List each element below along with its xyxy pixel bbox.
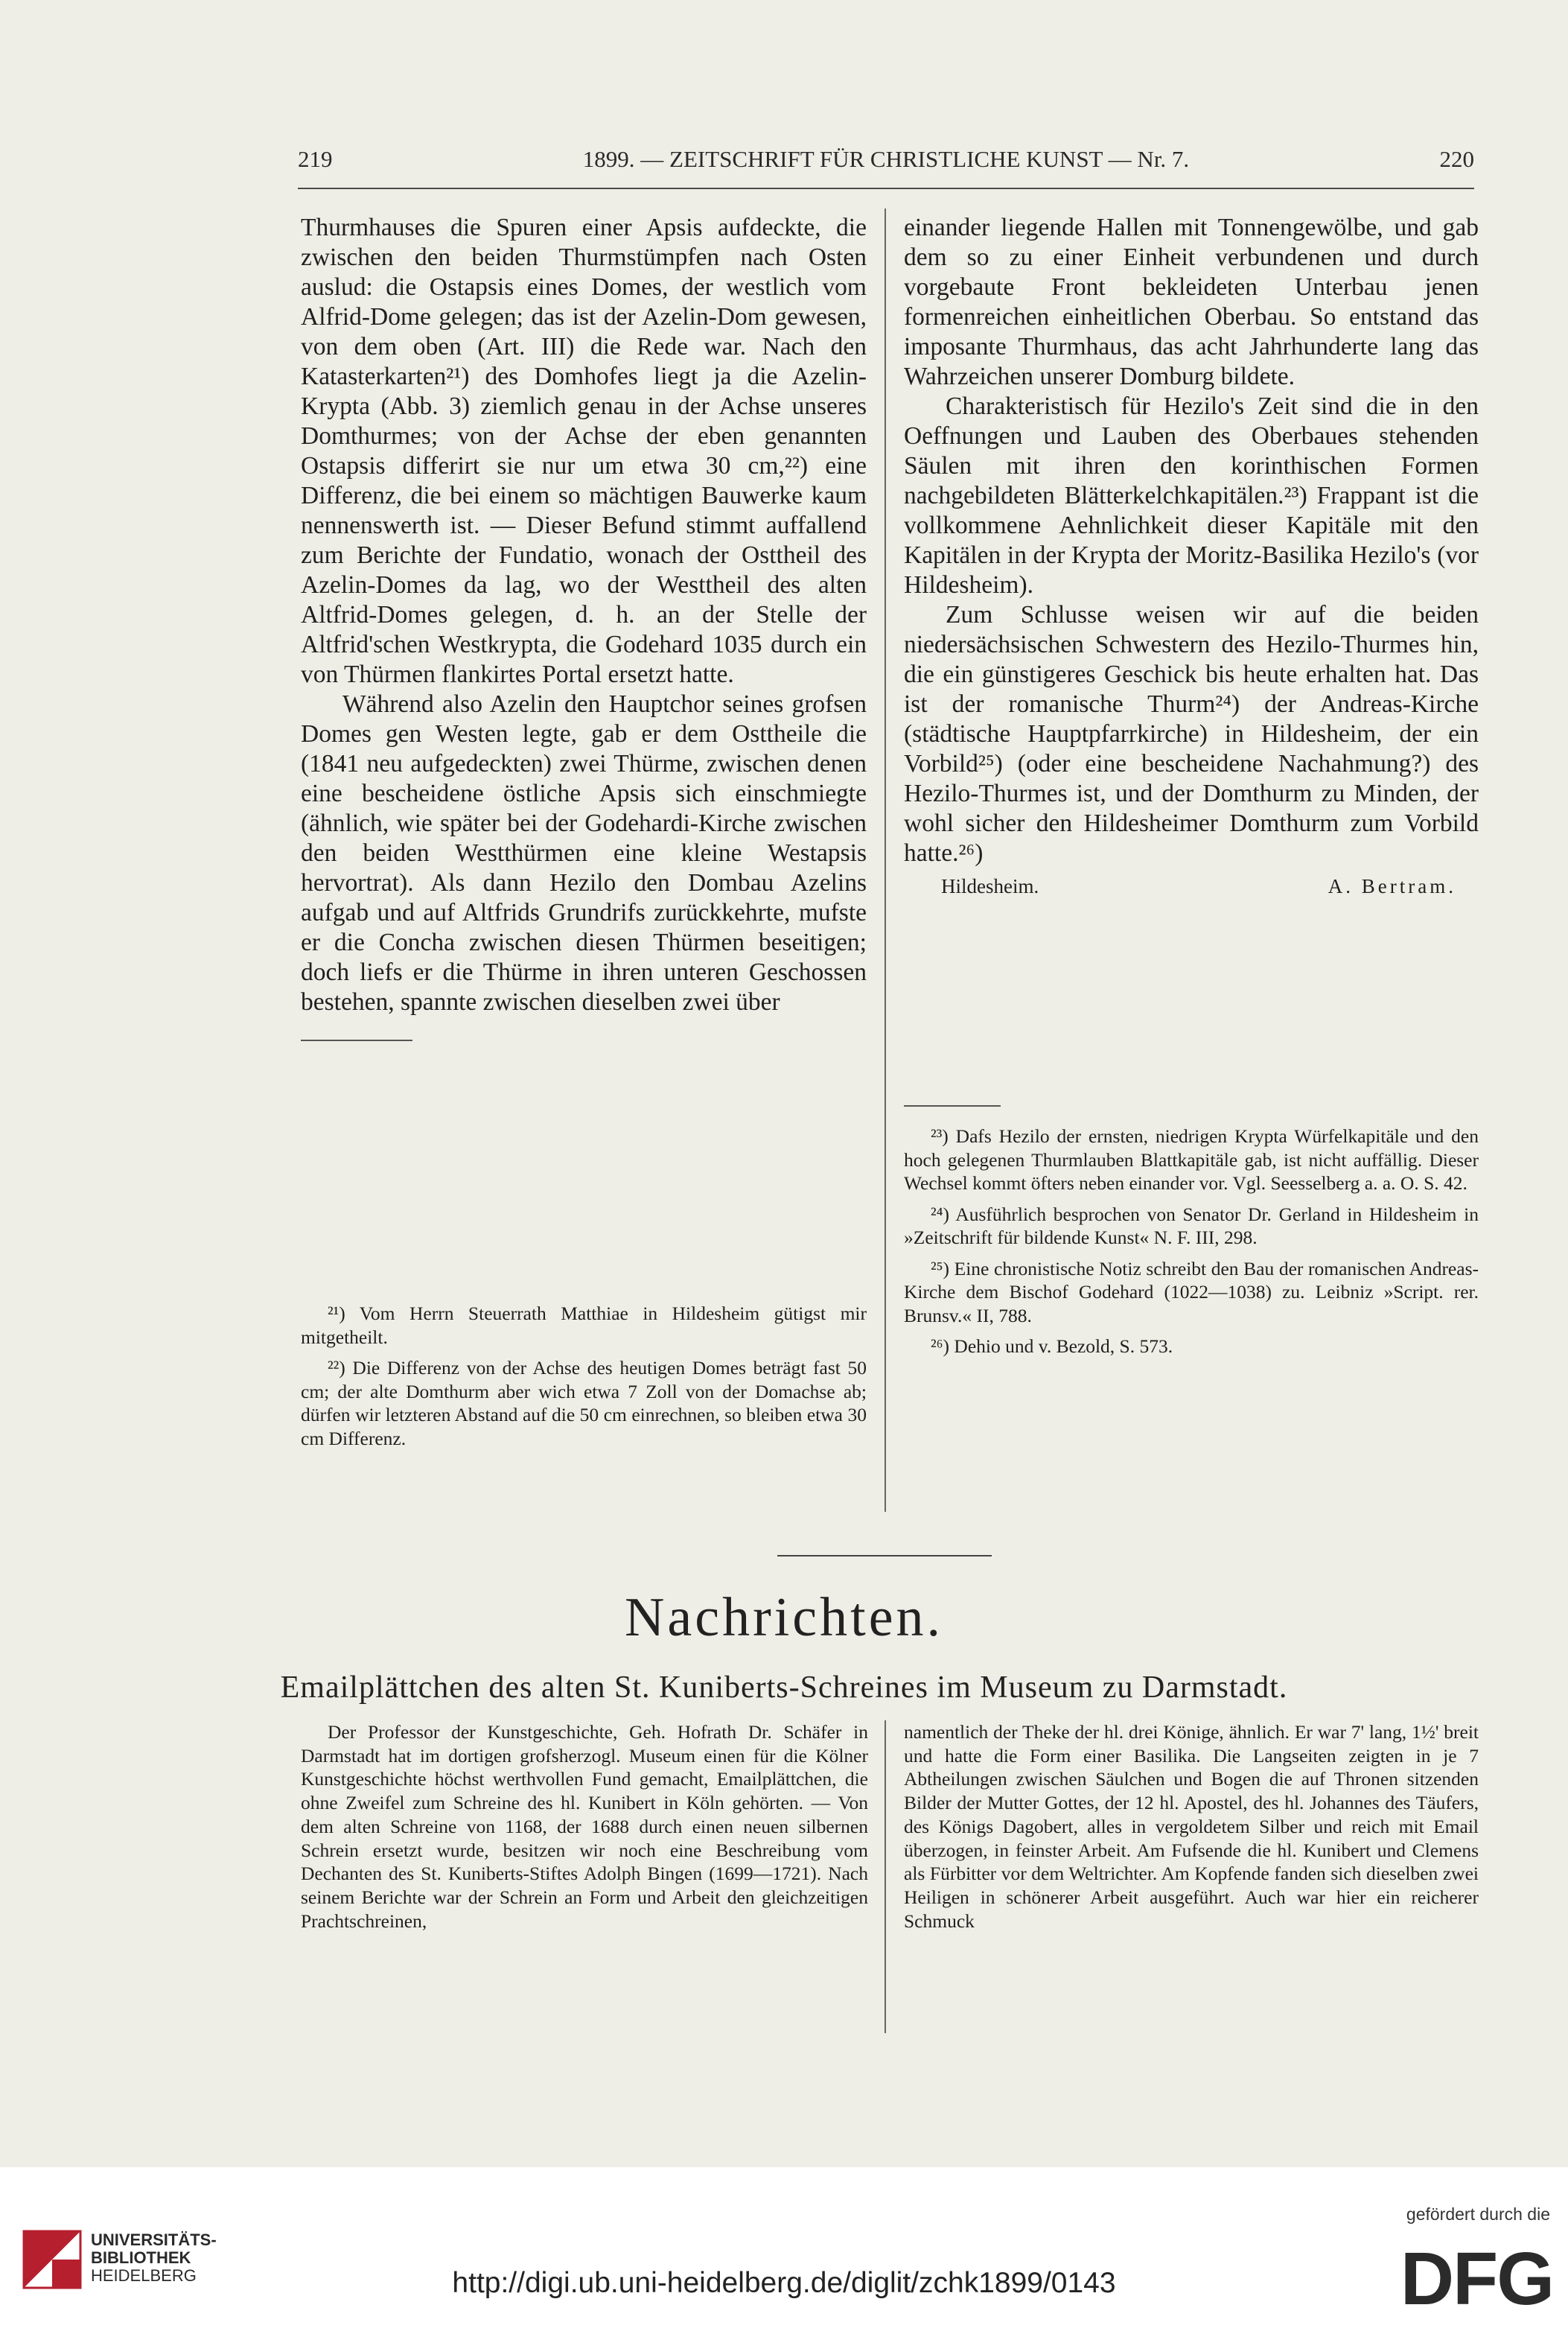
footnote-rule-right <box>904 1105 1001 1107</box>
footnote-24: ²⁴) Ausführlich besprochen von Senator Dr. Gerland in Hildesheim in »Zeitschrift für bildende Kunst« N. F. III, 298. <box>904 1203 1479 1248</box>
footnote-22: ²²) Die Differenz von der Achse des heutigen Domes beträgt fast 50 cm; der alte Domthurm aber wich etwa 7 Zoll von der Domachse ab; dürfen wir letzteren Abstand auf die 50 cm einrechnen, so bleiben etwa 30 cm Differenz. <box>301 1357 867 1449</box>
footnote-rule <box>301 1040 412 1041</box>
right-paragraph-1: einander liegende Hallen mit Tonnengewölbe, und gab dem so zu einer Einheit verbundenen und durch vorgebaute Front bekleideten Unterbau jenen formenreichen einheitlichen Oberbau. So entstand das imposante Thurmhaus, das acht Jahrhunderte lang das Wahrzeichen unserer Domburg bildete. <box>904 214 1479 390</box>
column-divider <box>885 209 886 1512</box>
permalink-url[interactable]: http://digi.ub.uni-heidelberg.de/diglit/zchk1899/0143 <box>452 2267 1116 2299</box>
dfg-logo: DFG <box>1400 2237 1553 2321</box>
left-column <box>301 213 867 1061</box>
funded-by-caption: gefördert durch die <box>1406 2204 1550 2224</box>
section-rule <box>777 1555 992 1556</box>
journal-title: 1899. — ZEITSCHRIFT FÜR CHRISTLICHE KUNST — Nr. 7. <box>582 146 1190 172</box>
library-name: UNIVERSITÄTS- BIBLIOTHEK HEIDELBERG <box>91 2230 217 2285</box>
footnote-25: ²⁵) Eine chronistische Notiz schreibt den Bau der romanischen Andreas-Kirche dem Bischof Godehard (1022—1038) zu. Leibniz »Script. rer. Brunsv.« II, 788. <box>904 1257 1479 1326</box>
left-paragraph-1: Thurmhauses die Spuren einer Apsis aufdeckte, die zwischen den beiden Thurmstümpfen nach Osten auslud: die Ostapsis eines Domes, der westlich vom Alfrid-Dome gelegen; das ist der Azelin-Dom gewesen, von dem oben (Art. III) die Rede war. Nach den Katasterkarten²¹) des Domhofes liegt ja die Azelin-Krypta (Abb. 3) ziemlich genau in der Achse unseres Domthurmes; von der Achse der eben genannten Ostapsis differirt sie nur um etwa 30 cm,²²) eine Differenz, die bei einem so mächtigen Bauwerke kaum nennenswerth ist. — Dieser Befund stimmt auffallend zum Berichte der Fundatio, wonach der Osttheil des Azelin-Domes da lag, wo der Westtheil des alten Altfrid-Domes gelegen, d. h. an der Stelle der Altfrid'schen Westkrypta, die Godehard 1035 durch ein von Thürmen flankirtes Portal ersetzt hatte. <box>301 214 867 688</box>
left-footnotes <box>301 1302 867 1450</box>
section-title: Nachrichten. <box>624 1587 944 1648</box>
signature <box>904 871 1479 901</box>
right-paragraph-2: Charakteristisch für Hezilo's Zeit sind die in den Oeffnungen und Lauben des Oberbaues stehenden Säulen mit ihren den korinthischen Formen nachgebildeten Blätterkelchkapitälen.²³) Frappant ist die vollkommene Aehnlichkeit dieser Kapitäle mit den Kapitälen in der Krypta der Moritz-Basilika Hezilo's (vor Hildesheim). <box>904 392 1479 599</box>
footer-bar <box>0 2167 1568 2334</box>
section-subtitle: Emailplättchen des alten St. Kuniberts-Schreines im Museum zu Darmstadt. <box>280 1670 1288 1705</box>
running-header <box>298 146 1474 183</box>
news-left-column <box>301 1720 868 1933</box>
header-rule <box>298 188 1474 189</box>
news-left-text: Der Professor der Kunstgeschichte, Geh. Hofrath Dr. Schäfer in Darmstadt hat im dortigen grofsherzogl. Museum einen für die Kölner Kunstgeschichte höchst werthvollen Fund gemacht, Emailplättchen, die ohne Zweifel zum Schreine des hl. Kunibert in Köln gehörten. — Von dem alten Schreine von 1168, der 1688 durch einen neuen silbernen Schrein ersetzt wurde, besitzen wir noch eine Beschreibung vom Dechanten des St. Kuniberts-Stiftes Adolph Bingen (1699—1721). Nach seinem Berichte war der Schrein an Form und Arbeit den gleichzeitigen Prachtschreinen, <box>301 1721 868 1932</box>
signature-author: A. Bertram. <box>1328 875 1456 897</box>
right-column <box>904 213 1479 901</box>
footnote-23: ²³) Dafs Hezilo der ernsten, niedrigen Krypta Würfelkapitäle und den hoch gelegenen Thurmlauben Blattkapitäle gab, ist nicht auffällig. Dieser Wechsel kommt öfters neben einander vor. Vgl. Seesselberg a. a. O. S. 42. <box>904 1125 1479 1194</box>
news-right-column <box>904 1720 1479 1933</box>
right-footnotes <box>904 1125 1479 1358</box>
signature-place: Hildesheim. <box>941 875 1039 897</box>
news-right-text: namentlich der Theke der hl. drei Könige, ähnlich. Er war 7' lang, 1½' breit und hatte die Form einer Basilika. Die Langseiten zeigten in je 7 Abtheilungen zwischen Säulchen und Bogen die auf Thronen sitzenden Bilder der Mutter Gottes, der 12 hl. Apostel, des hl. Johannes des Täufers, des Königs Dagobert, alles in vergoldetem Silber und reich mit Email überzogen, in feinster Arbeit. Am Fufsende die hl. Kunibert und Clemens als Fürbitter vor dem Weltrichter. Am Kopfende fanden sich dieselben zwei Heiligen in schönerer Arbeit ausgeführt. Auch war hier ein reicherer Schmuck <box>904 1721 1479 1932</box>
page-number-right: 220 <box>1439 146 1474 172</box>
page-number-left: 219 <box>298 146 333 172</box>
news-column-divider <box>885 1720 886 2033</box>
right-paragraph-3: Zum Schlusse weisen wir auf die beiden niedersächsischen Schwestern des Hezilo-Thurmes hin, die ein günstigeres Geschick bis heute erhalten hat. Das ist der romanische Thurm²⁴) der Andreas-Kirche (städtische Hauptpfarrkirche) in Hildesheim, der ein Vorbild²⁵) (oder eine bescheidene Nachahmung?) des Hezilo-Thurmes ist, und der Domthurm zu Minden, der wohl sicher den Hildesheimer Domthurm zum Vorbild hatte.²⁶) <box>904 601 1479 867</box>
footnote-21: ²¹) Vom Herrn Steuerrath Matthiae in Hildesheim gütigst mir mitgetheilt. <box>301 1303 867 1348</box>
left-paragraph-2: Während also Azelin den Hauptchor seines grofsen Domes gen Westen legte, gab er dem Osttheile die (1841 neu aufgedeckten) zwei Thürme, zwischen denen eine bescheidene östliche Apsis sich einschmiegte (ähnlich, wie später bei der Godehardi-Kirche zwischen den beiden Westthürmen eine kleine Westapsis hervortrat). Als dann Hezilo den Dombau Azelins aufgab und auf Altfrids Grundrifs zurückkehrte, mufste er die Concha zwischen diesen Thürmen beseitigen; doch liefs er die Thürme in ihren unteren Geschossen bestehen, spannte zwischen dieselben zwei über <box>301 690 867 1016</box>
footnote-26: ²⁶) Dehio und v. Bezold, S. 573. <box>931 1335 1173 1357</box>
